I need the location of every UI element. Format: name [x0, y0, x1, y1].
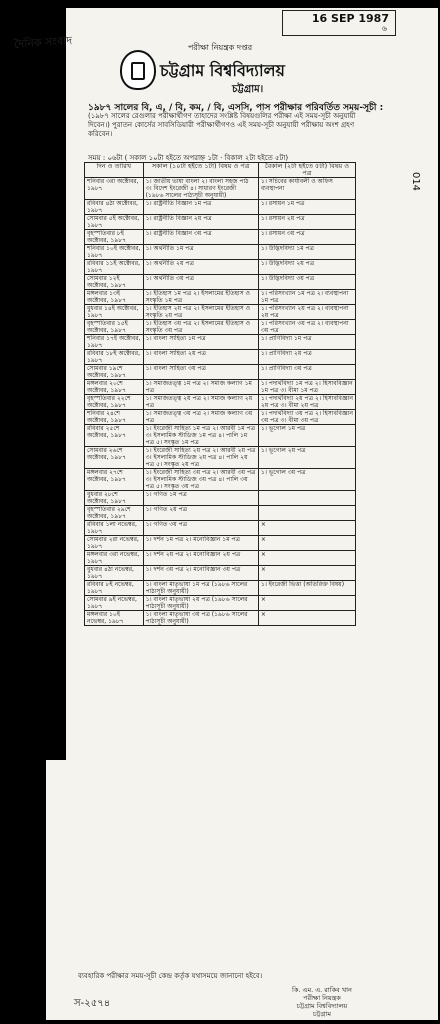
cell-morning: ১। বাংলা সাহিত্য ১ম পত্র — [143, 335, 258, 350]
cell-date: শনিবার ১০ই অক্টোবর, ১৯৮৭ — [85, 245, 144, 260]
header-evening: বৈকাল (২টা হইতে ৫টা) বিষয় ও পত্র — [258, 163, 355, 178]
table-row — [85, 506, 356, 521]
cell-morning: ১। দর্শন ৩য় পত্র ২। মনোবিজ্ঞান ৩য় পত্র — [143, 566, 258, 581]
exam-timeline: সময় : ০৬টা ( সকাল ১০টা হইতে অপরাহ্ন ১টা · বিকাল ২টা হইতে ৫টা) — [88, 154, 289, 162]
cell-evening: × — [258, 551, 355, 566]
table-row — [85, 469, 356, 491]
cell-date: শনিবার ১৭ই অক্টোবর, ১৯৮৭ — [85, 335, 144, 350]
side-number: 014 — [410, 171, 422, 192]
cell-morning: ১। গণিত ৩য় পত্র — [143, 521, 258, 536]
table-row — [85, 290, 356, 305]
cell-evening: ১। রসায়ন ২য় পত্র — [258, 215, 355, 230]
cell-date: বুধবার ১৪ই অক্টোবর, ১৯৮৭ — [85, 305, 144, 320]
table-row — [85, 178, 356, 200]
cell-morning: ১। ইতিহাস ৩য় পত্র ২। ইসলামের ইতিহাস ও সংস্কৃতি ৩য় পত্র — [143, 320, 258, 335]
cell-date: বৃহস্পতিবার ৮ই অক্টোবর, ১৯৮৭ — [85, 230, 144, 245]
table-row — [85, 245, 356, 260]
table-row — [85, 521, 356, 536]
cell-morning: ১। বাংলা মাতৃভাষা ৩য় পত্র (১৯৮৬ সালের পাঠ্যসূচী অনুযায়ী) — [143, 611, 258, 626]
cell-morning: ১। অর্থনীতি ২য় পত্র — [143, 260, 258, 275]
cell-morning: ১। জাতীয় ভাষা বাংলা ২। বাংলা সহজ পাঠ ৩। বিদেশ ইংরেজী ৪। সাধারণ ইংরেজী (১৯৮৬ সালের পাঠ্যসূচী অনুযায়ী) — [143, 178, 258, 200]
city-name: চট্টগ্রাম। — [232, 84, 264, 95]
notice-paragraph: (১৯৮৭ সালের রেগুলার পরীক্ষার্থীগণ তাহাদের সংশ্লিষ্ট বিষয়গুলির পরীক্ষা এই সময়-সূচী অনুযায়ী দিবেন।) পুরাতন কোর্সের সাবসিডিয়ারী পরীক্ষার্থীগণও এই সময়-সূচী অনুযায়ী পরীক্ষায় অংশ গ্রহণ করিবেন। — [88, 112, 356, 138]
table-row — [85, 536, 356, 551]
cell-evening: ১। সচিবের কার্যাবলী ও অফিস ব্যবস্থাপনা — [258, 178, 355, 200]
signature-org: চট্টগ্রাম বিশ্ববিদ্যালয় — [296, 1002, 348, 1010]
table-row — [85, 596, 356, 611]
table-row — [85, 200, 356, 215]
cell-morning: ১। ইংরেজী সাহিত্য ২য় পত্র ২। আরবী ২য় পত্র ৩। ইসলামিক স্টাডিজ ২য় পত্র ৪। পালি ২য় পত্র ৫। সংস্কৃত ২য় পত্র — [143, 447, 258, 469]
cell-date: সোমবার ২রা নভেম্বর, ১৯৮৭ — [85, 536, 144, 551]
cell-evening: ১। উদ্ভিদবিদ্যা ১ম পত্র — [258, 245, 355, 260]
table-row — [85, 447, 356, 469]
table-row — [85, 425, 356, 447]
cell-date: মঙ্গলবার ১৩ই অক্টোবর, ১৯৮৭ — [85, 290, 144, 305]
header-morning: সকাল (১০টা হইতে ১টা) বিষয় ও পত্র — [143, 163, 258, 178]
table-row — [85, 566, 356, 581]
table-row — [85, 380, 356, 395]
table-row — [85, 551, 356, 566]
cell-morning: ১। অর্থনীতি ৩য় পত্র — [143, 275, 258, 290]
cell-morning: ১। বাংলা মাতৃভাষা ২য় পত্র (১৯৮৬ সালের পাঠ্যসূচী অনুযায়ী) — [143, 596, 258, 611]
cell-evening: × — [258, 566, 355, 581]
table-row — [85, 260, 356, 275]
table-row — [85, 410, 356, 425]
cell-date: রবিবার ২৫শে অক্টোবর, ১৯৮৭ — [85, 425, 144, 447]
cell-morning: ১। বাংলা সাহিত্য ২য় পত্র — [143, 350, 258, 365]
cell-evening: ১। প্রাণিবিদ্যা ২য় পত্র — [258, 350, 355, 365]
cell-date: বৃহস্পতিবার ২২শে অক্টোবর, ১৯৮৭ — [85, 395, 144, 410]
cell-morning: ১। সমাজতত্ত্ব ১ম পত্র ২। সমাজ কল্যাণ ১ম পত্র — [143, 380, 258, 395]
cell-evening: ১। উদ্ভিদবিদ্যা ৩য় পত্র — [258, 275, 355, 290]
cell-evening: × — [258, 596, 355, 611]
cell-evening: ১। প্রাণিবিদ্যা ১ম পত্র — [258, 335, 355, 350]
cell-date: শনিবার ৩রা অক্টোবর, ১৯৮৭ — [85, 178, 144, 200]
cell-morning: ১। রাষ্ট্রনীতি বিজ্ঞান ৩য় পত্র — [143, 230, 258, 245]
cell-date: বুধবার ৪ঠা নভেম্বর, ১৯৮৭ — [85, 566, 144, 581]
table-row — [85, 305, 356, 320]
signature-name: কি. এম. এ. রাকিব খান — [292, 986, 352, 994]
cell-date: সোমবার ৫ই অক্টোবর, ১৯৮৭ — [85, 215, 144, 230]
table-row — [85, 215, 356, 230]
cell-morning: ১। দর্শন ১ম পত্র ২। মনোবিজ্ঞান ১ম পত্র — [143, 536, 258, 551]
cell-evening — [258, 491, 355, 506]
cell-evening: ১। রসায়ন ৩য় পত্র — [258, 230, 355, 245]
cell-evening: ১। পরিসংখ্যান ২য় পত্র ২। ব্যবস্থাপনা ২য় পত্র — [258, 305, 355, 320]
cell-morning: ১। ইংরেজী সাহিত্য ১ম পত্র ২। আরবী ১ম পত্র ৩। ইসলামিক স্টাডিজ ১ম পত্র ৪। পালি ১ম পত্র ৫। সংস্কৃত ১ম পত্র — [143, 425, 258, 447]
cell-date: সোমবার ২৬শে অক্টোবর, ১৯৮৭ — [85, 447, 144, 469]
cell-date: বৃহস্পতিবার ১৫ই অক্টোবর, ১৯৮৭ — [85, 320, 144, 335]
cell-morning: ১। রাষ্ট্রনীতি বিজ্ঞান ২য় পত্র — [143, 215, 258, 230]
cell-evening: ১। ভূগোল ৩য় পত্র — [258, 469, 355, 491]
cell-date: রবিবার ১৮ই অক্টোবর, ১৯৮৭ — [85, 350, 144, 365]
cell-morning: ১। গণিত ২য় পত্র — [143, 506, 258, 521]
table-row — [85, 350, 356, 365]
cell-evening: ১। পদার্থবিদ্যা ৩য় পত্র ২। হিসাববিজ্ঞান ৩য় পত্র ৩। বীমা ৩য় পত্র — [258, 410, 355, 425]
cell-morning: ১। গণিত ১ম পত্র — [143, 491, 258, 506]
cell-evening: ১। পরিসংখ্যান ১ম পত্র ২। ব্যবস্থাপনা ১ম পত্র — [258, 290, 355, 305]
university-title: চট্টগ্রাম বিশ্ববিদ্যালয় — [160, 61, 285, 80]
cell-evening: ১। পদার্থবিদ্যা ১ম পত্র ২। হিসাববিজ্ঞান ১ম পত্র ৩। বীমা ১ম পত্র — [258, 380, 355, 395]
margin-handwritten-note: দৈনিক সংবাদ — [13, 33, 73, 52]
cell-morning: ১। বাংলা সাহিত্য ৩য় পত্র — [143, 365, 258, 380]
cell-evening: × — [258, 611, 355, 626]
footnote: ব্যবহারিক পরীক্ষার সময়-সূচী কেন্দ্র কর্তৃক যথাসময়ে জানানো হইবে। — [78, 972, 263, 980]
date-stamp — [282, 10, 396, 36]
stamp-ref: ৬ — [381, 24, 387, 33]
cell-evening: ১। ভূগোল ১ম পত্র — [258, 425, 355, 447]
cell-evening: ১। রসায়ন ১ম পত্র — [258, 200, 355, 215]
cell-evening: ১। উদ্ভিদবিদ্যা ২য় পত্র — [258, 260, 355, 275]
cell-evening: ১। ভূগোল ২য় পত্র — [258, 447, 355, 469]
table-row — [85, 230, 356, 245]
header-date: দিন ও তারিখ — [85, 163, 144, 178]
signature-city: চট্টগ্রাম — [312, 1010, 331, 1018]
bottom-handwritten-note: স-২৫৭৪ — [74, 998, 111, 1009]
office-name: পরীক্ষা নিয়ন্ত্রক দপ্তর — [188, 43, 253, 52]
cell-date: সোমবার ১৯শে অক্টোবর, ১৯৮৭ — [85, 365, 144, 380]
cell-evening: ১। পরিসংখ্যান ৩য় পত্র ২। ব্যবস্থাপনা ৩য় পত্র — [258, 320, 355, 335]
table-row — [85, 335, 356, 350]
schedule-table — [84, 162, 356, 626]
notice-headline: ১৯৮৭ সালের বি, এ, / বি, কম, / বি, এসসি, পাস পরীক্ষার পরিবর্তিত সময়-সূচী : — [88, 103, 384, 113]
cell-date: সোমবার ৯ই নভেম্বর, ১৯৮৭ — [85, 596, 144, 611]
cell-evening — [258, 506, 355, 521]
table-row — [85, 320, 356, 335]
cell-evening: × — [258, 536, 355, 551]
cell-date: বুধবার ২৮শে অক্টোবর, ১৯৮৭ — [85, 491, 144, 506]
cell-morning: ১। ইতিহাস ২য় পত্র ২। ইসলামের ইতিহাস ও সংস্কৃতি ২য় পত্র — [143, 305, 258, 320]
cell-evening: ১। পদার্থবিদ্যা ২য় পত্র ২। হিসাববিজ্ঞান ২য় পত্র ৩। বীমা ২য় পত্র — [258, 395, 355, 410]
cell-date: রবিবার ৮ই নভেম্বর, ১৯৮৭ — [85, 581, 144, 596]
cell-morning: ১। রাষ্ট্রনীতি বিজ্ঞান ১ম পত্র — [143, 200, 258, 215]
cell-date: মঙ্গলবার ২৭শে অক্টোবর, ১৯৮৭ — [85, 469, 144, 491]
table-row — [85, 581, 356, 596]
cell-morning: ১। দর্শন ২য় পত্র ২। মনোবিজ্ঞান ২য় পত্র — [143, 551, 258, 566]
cell-morning: ১। সমাজতত্ত্ব ৩য় পত্র ২। সমাজ কল্যাণ ৩য় পত্র — [143, 410, 258, 425]
cell-date: রবিবার ১১ই অক্টোবর, ১৯৮৭ — [85, 260, 144, 275]
cell-morning: ১। ইংরেজী সাহিত্য ৩য় পত্র ২। আরবী ৩য় পত্র ৩। ইসলামিক স্টাডিজ ৩য় পত্র ৪। পালি ৩য় পত্র ৫। সংস্কৃত ৩য় পত্র — [143, 469, 258, 491]
schedule-body — [85, 178, 356, 626]
cell-date: বৃহস্পতিবার ২৯শে অক্টোবর, ১৯৮৭ — [85, 506, 144, 521]
table-row — [85, 491, 356, 506]
table-row — [85, 611, 356, 626]
signature-block — [292, 986, 352, 1018]
cell-date: শনিবার ২৪শে অক্টোবর, ১৯৮৭ — [85, 410, 144, 425]
cell-date: সোমবার ১২ই অক্টোবর, ১৯৮৭ — [85, 275, 144, 290]
table-row — [85, 275, 356, 290]
cell-morning: ১। বাংলা মাতৃভাষা ১ম পত্র (১৯৮৬ সালের পাঠ্যসূচী অনুযায়ী) — [143, 581, 258, 596]
table-row — [85, 395, 356, 410]
cell-date: মঙ্গলবার ৩রা নভেম্বর, ১৯৮৭ — [85, 551, 144, 566]
cell-date: রবিবার ৪ঠা অক্টোবর, ১৯৮৭ — [85, 200, 144, 215]
cell-evening: ১। ইংরেজী ভিত্তা (অতিরিক্ত বিষয়) — [258, 581, 355, 596]
cell-date: মঙ্গলবার ১০ই নভেম্বর, ১৯৮৭ — [85, 611, 144, 626]
stamp-date: 16 SEP 1987 — [311, 12, 389, 25]
university-logo-icon — [120, 50, 156, 90]
cell-evening: ১। প্রাণিবিদ্যা ৩য় পত্র — [258, 365, 355, 380]
table-row — [85, 365, 356, 380]
cell-date: মঙ্গলবার ২০শে অক্টোবর, ১৯৮৭ — [85, 380, 144, 395]
signature-title: পরীক্ষা নিয়ন্ত্রক — [303, 994, 341, 1002]
cell-evening: × — [258, 521, 355, 536]
cell-morning: ১। সমাজতত্ত্ব ২য় পত্র ২। সমাজ কল্যাণ ২য় পত্র — [143, 395, 258, 410]
cell-morning: ১। ইতিহাস ১ম পত্র ২। ইসলামের ইতিহাস ও সংস্কৃতি ১ম পত্র — [143, 290, 258, 305]
cell-date: রবিবার ১লা নভেম্বর, ১৯৮৭ — [85, 521, 144, 536]
cell-morning: ১। অর্থনীতি ১ম পত্র — [143, 245, 258, 260]
